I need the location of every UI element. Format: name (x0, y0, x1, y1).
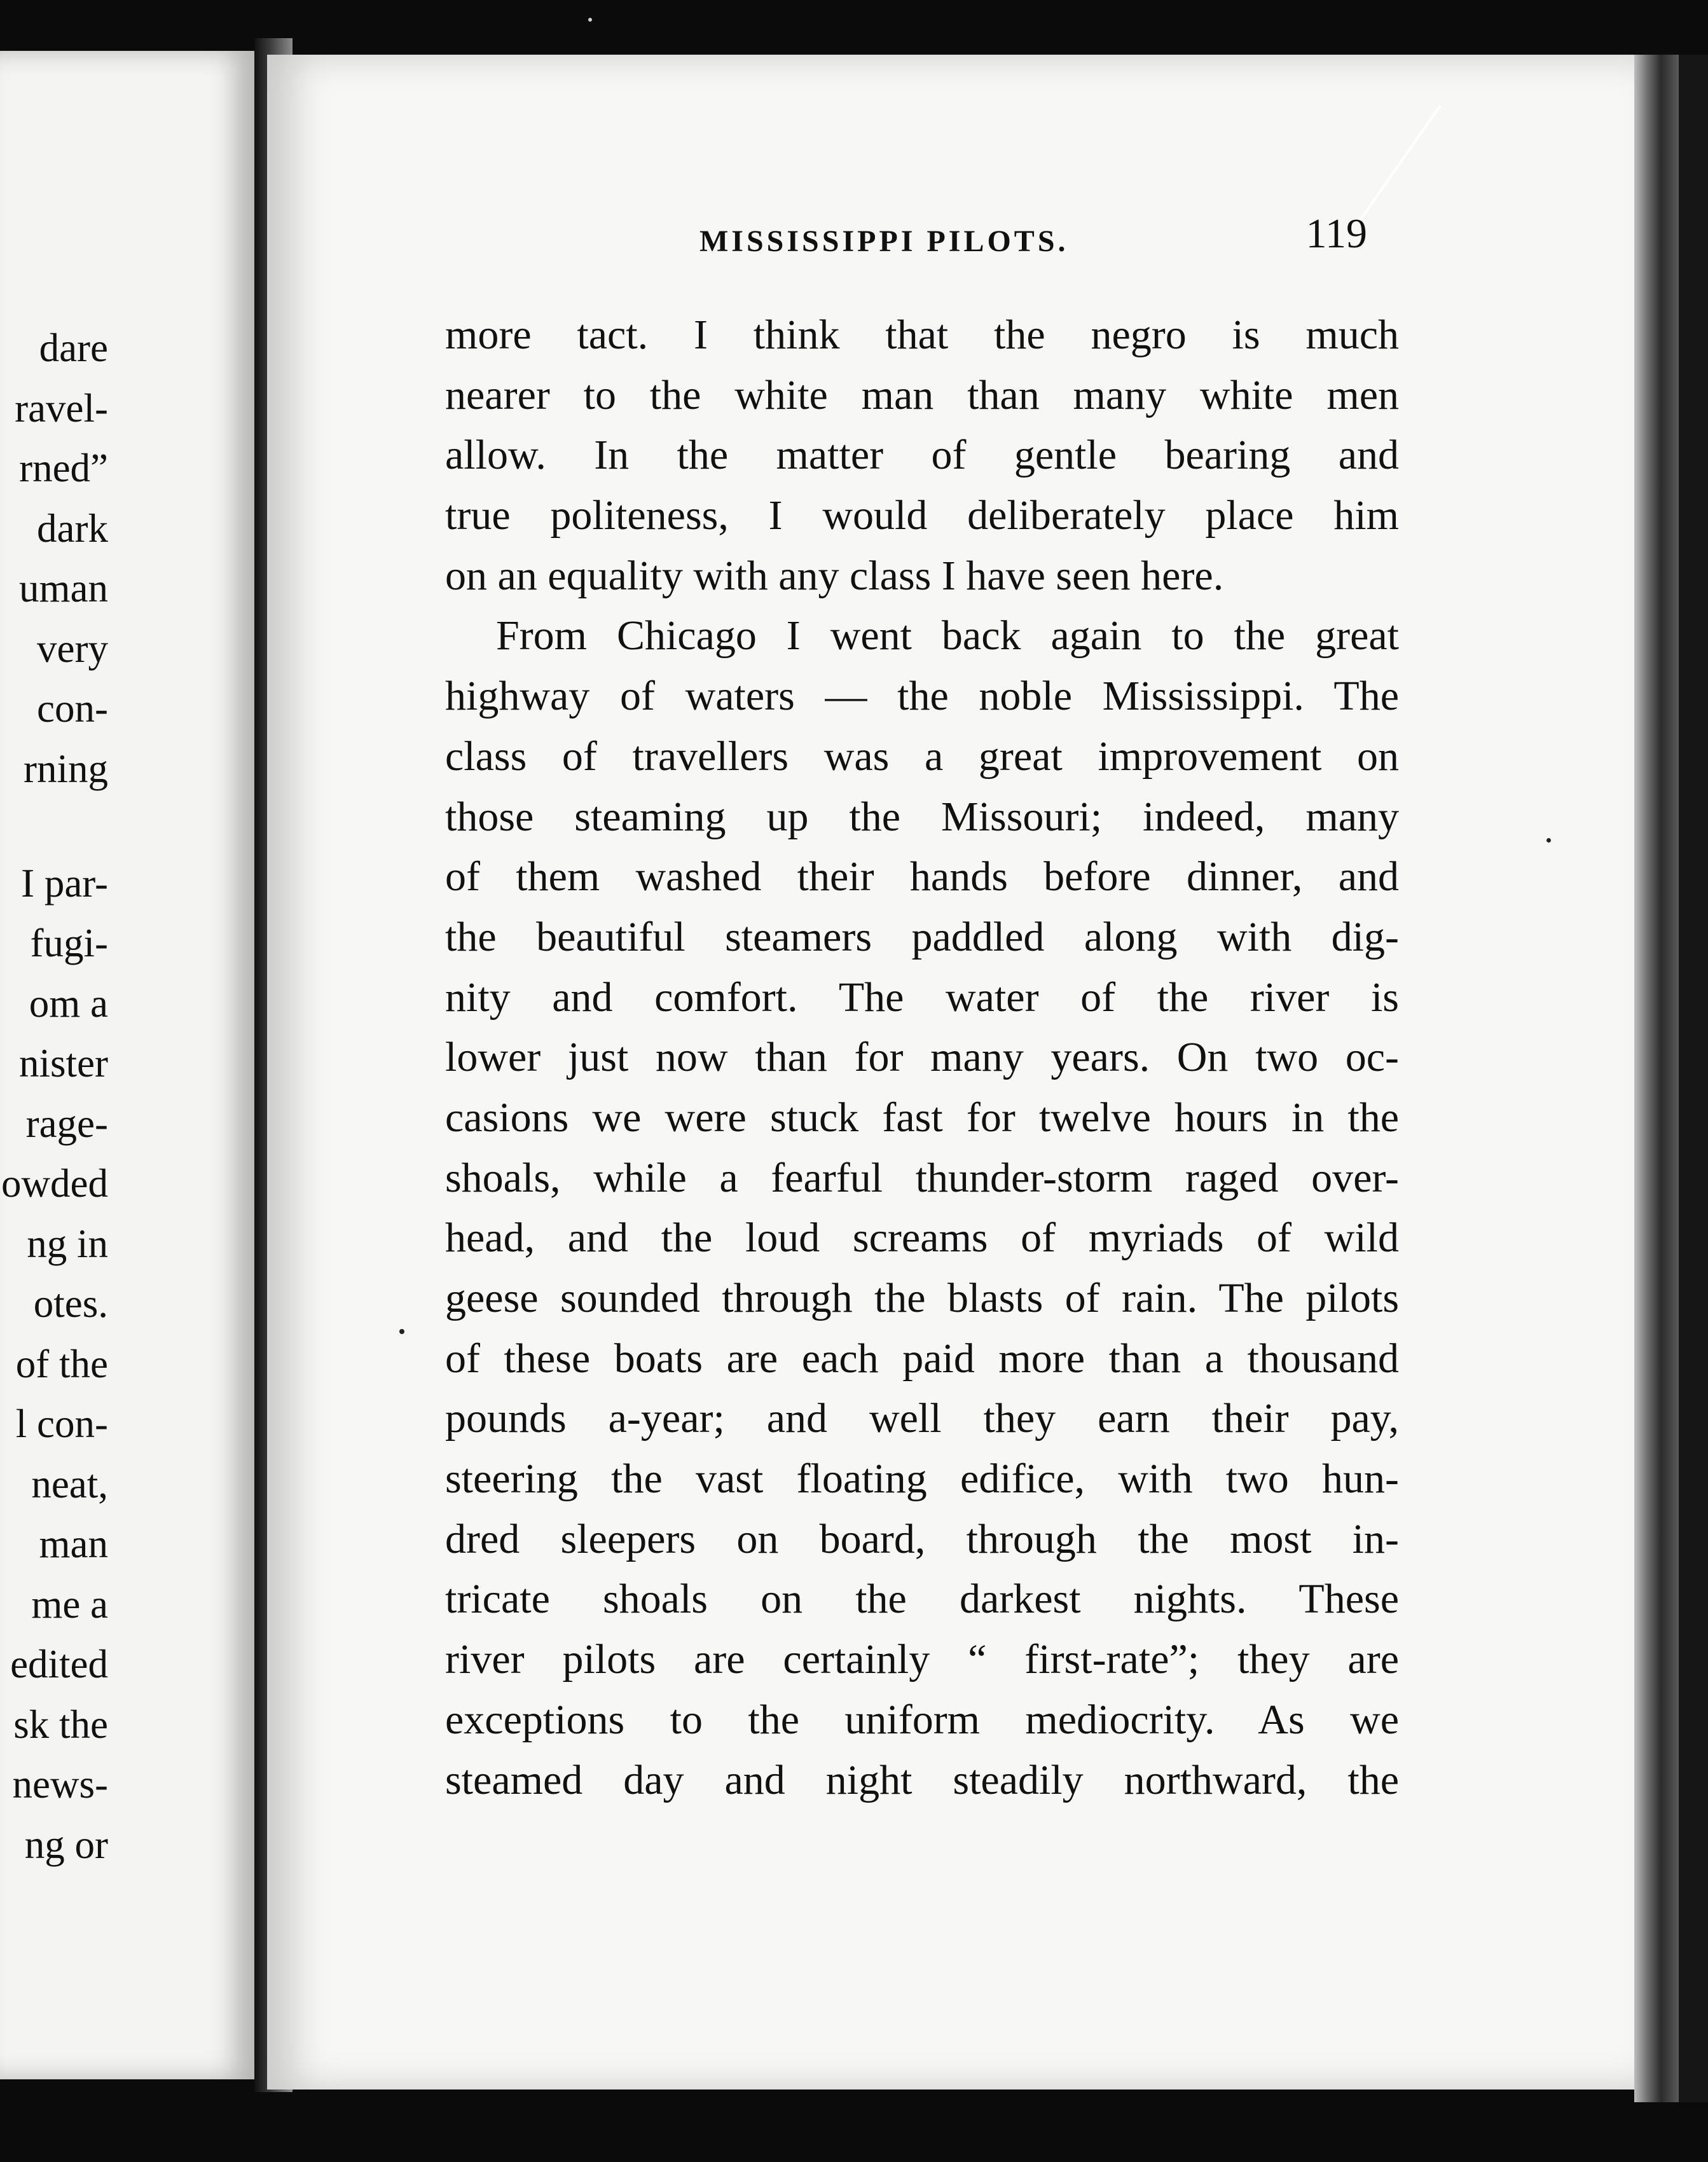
ink-speck (1546, 838, 1551, 843)
text-line: highway of waters — the noble Mississippi. The (445, 673, 1399, 720)
text-line: those steaming up the Missouri; indeed, many (445, 793, 1399, 840)
facing-line: very (37, 626, 108, 671)
facing-line: dare (39, 326, 108, 370)
facing-line: I par- (21, 860, 108, 905)
text-line: the beautiful steamers paddled along with dig- (445, 913, 1399, 960)
facing-line: me a (31, 1581, 108, 1627)
facing-line: uman (19, 566, 108, 610)
text-line: shoals, while a fearful thunder-storm raged over- (445, 1154, 1399, 1201)
page-edge-shadow (1634, 55, 1679, 2102)
facing-line: rned” (19, 446, 108, 490)
facing-line: l con- (15, 1401, 108, 1446)
facing-line: man (39, 1522, 108, 1566)
text-line: casions we were stuck fast for twelve hours in the (445, 1094, 1399, 1141)
dust-speck (588, 18, 592, 22)
text-line: river pilots are certainly “ first-rate”; they are (445, 1636, 1399, 1683)
text-line: nearer to the white man than many white men (445, 371, 1399, 418)
running-title: MISSISSIPPI PILOTS. (699, 224, 1069, 258)
facing-line: dark (37, 506, 108, 551)
body-text (445, 305, 1399, 1810)
facing-line: ravel- (15, 385, 108, 430)
facing-line: edited (10, 1642, 108, 1686)
facing-line: nister (19, 1041, 108, 1085)
text-line: nity and comfort. The water of the river is (445, 974, 1399, 1021)
facing-line: owded (1, 1161, 108, 1206)
facing-line: of the (15, 1341, 108, 1386)
facing-line: ng or (24, 1822, 108, 1867)
facing-line: con- (37, 686, 108, 731)
outer-edge (1679, 55, 1708, 2102)
facing-line: rning (24, 746, 108, 791)
facing-page-text (0, 318, 108, 1875)
text-line: From Chicago I went back again to the great (496, 612, 1399, 659)
text-line: on an equality with any class I have seen here. (445, 552, 1224, 599)
ink-speck (399, 1329, 404, 1334)
page-scratch (1359, 105, 1441, 221)
text-line: class of travellers was a great improvement on (445, 733, 1399, 780)
facing-line: om a (29, 981, 108, 1026)
facing-line: sk the (13, 1702, 108, 1747)
text-line: dred sleepers on board, through the most in- (445, 1515, 1399, 1562)
text-line: pounds a-year; and well they earn their pay, (445, 1395, 1399, 1442)
facing-line: news- (12, 1762, 108, 1807)
text-line: true politeness, I would deliberately place him (445, 492, 1399, 539)
text-line: steamed day and night steadily northward, the (445, 1756, 1399, 1803)
text-line: steering the vast floating edifice, with two hun- (445, 1456, 1399, 1503)
facing-line: otes. (33, 1281, 108, 1326)
facing-line: rage- (25, 1101, 108, 1146)
text-line: tricate shoals on the darkest nights. These (445, 1576, 1399, 1623)
text-line: allow. In the matter of gentle bearing and (445, 432, 1399, 479)
facing-line: fugi- (30, 921, 108, 965)
text-line: geese sounded through the blasts of rain. The pilots (445, 1275, 1399, 1321)
text-line: of them washed their hands before dinner, and (445, 853, 1399, 900)
text-line: more tact. I think that the negro is much (445, 312, 1399, 358)
text-line: exceptions to the uniform mediocrity. As we (445, 1696, 1399, 1743)
facing-line: ng in (27, 1221, 108, 1266)
running-head (699, 210, 1367, 261)
facing-line: neat, (31, 1461, 108, 1506)
facing-page (0, 51, 258, 2079)
text-line: head, and the loud screams of myriads of wild (445, 1215, 1399, 1262)
text-line: lower just now than for many years. On two oc- (445, 1034, 1399, 1081)
page-number: 119 (1305, 210, 1367, 257)
text-line: of these boats are each paid more than a thousand (445, 1335, 1399, 1382)
